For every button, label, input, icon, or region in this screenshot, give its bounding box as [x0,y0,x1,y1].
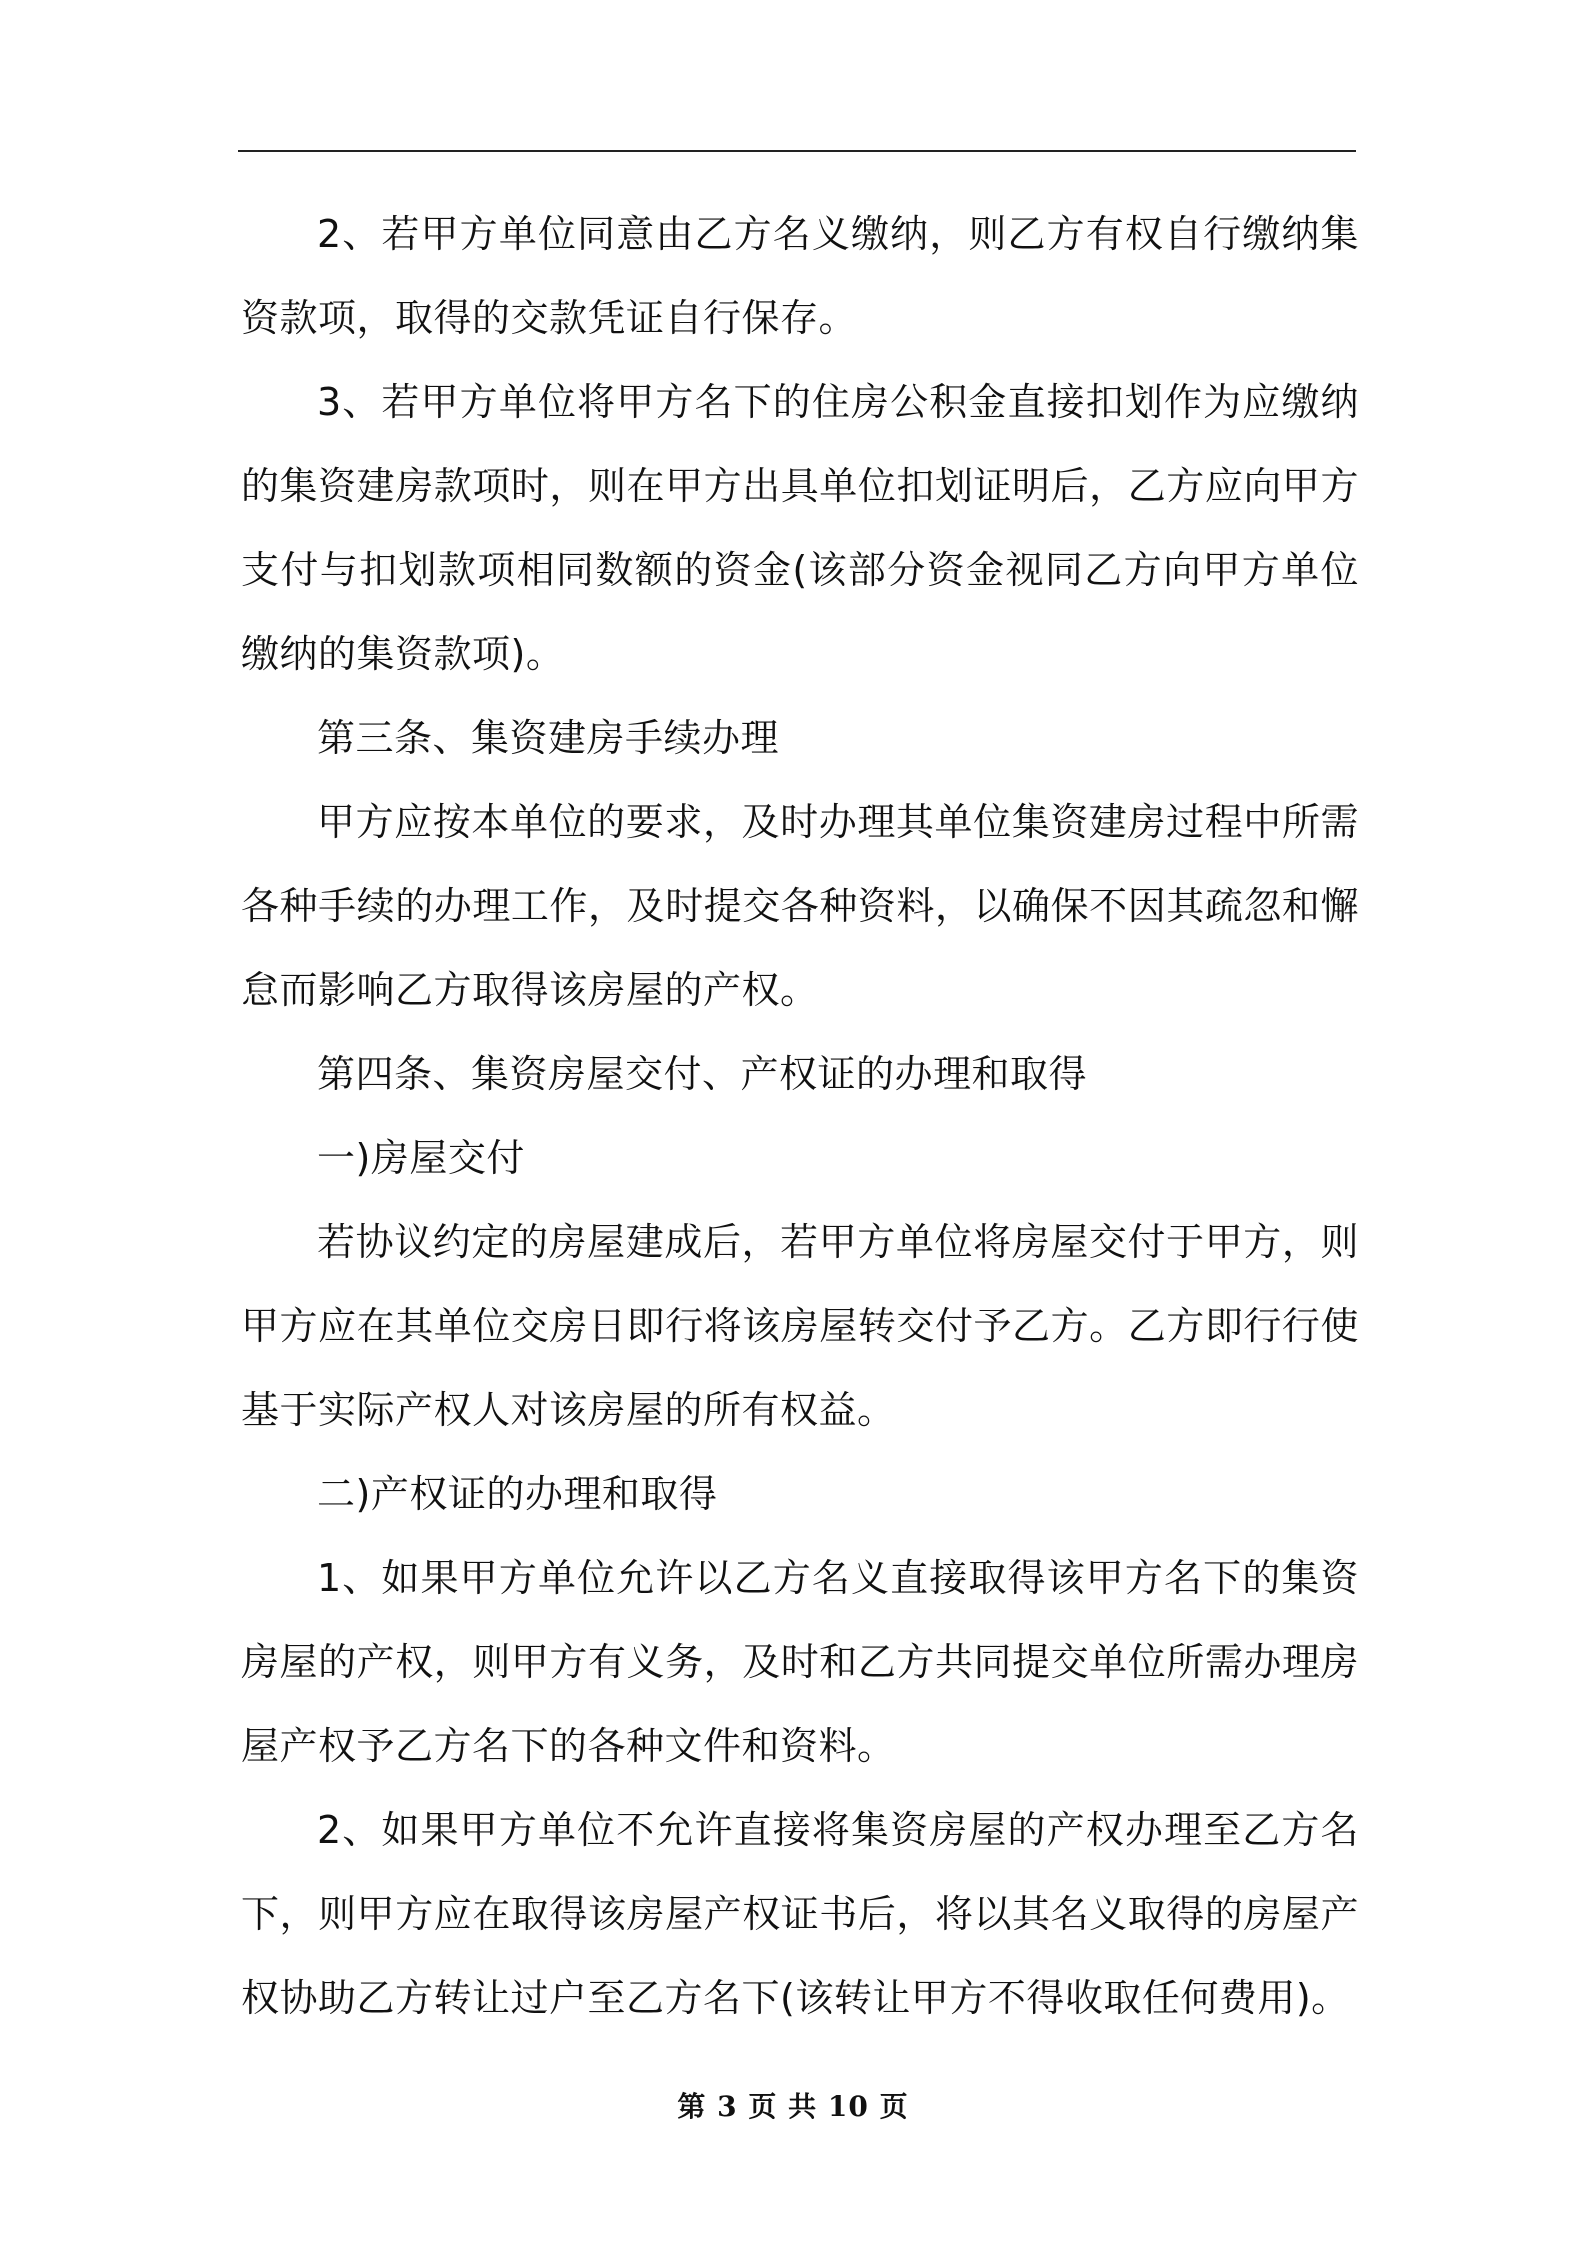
paragraph: 甲方应按本单位的要求，及时办理其单位集资建房过程中所需各种手续的办理工作，及时提交各种资料，以确保不因其疏忽和懈怠而影响乙方取得该房屋的产权。 [241,800,1359,1012]
paragraph: 2、若甲方单位同意由乙方名义缴纳，则乙方有权自行缴纳集资款项，取得的交款凭证自行保存。 [241,212,1359,340]
paragraph: 1、如果甲方单位允许以乙方名义直接取得该甲方名下的集资房屋的产权，则甲方有义务，及时和乙方共同提交单位所需办理房屋产权予乙方名下的各种文件和资料。 [241,1556,1359,1768]
subsection-heading: 二)产权证的办理和取得 [317,1472,718,1516]
subsection-heading: 一)房屋交付 [317,1136,525,1180]
paragraph: 3、若甲方单位将甲方名下的住房公积金直接扣划作为应缴纳的集资建房款项时，则在甲方出具单位扣划证明后，乙方应向甲方支付与扣划款项相同数额的资金(该部分资金视同乙方向甲方单位缴纳的集资款项)。 [241,380,1360,676]
section-heading: 第三条、集资建房手续办理 [317,716,780,760]
document-body [241,192,1359,2040]
paragraph: 2、如果甲方单位不允许直接将集资房屋的产权办理至乙方名下，则甲方应在取得该房屋产权证书后，将以其名义取得的房屋产权协助乙方转让过户至乙方名下(该转让甲方不得收取任何费用)。 [241,1808,1359,2020]
page-number: 第 3 页 共 10 页 [677,2090,909,2123]
header-rule [238,150,1356,152]
paragraph: 若协议约定的房屋建成后，若甲方单位将房屋交付于甲方，则甲方应在其单位交房日即行将该房屋转交付予乙方。乙方即行行使基于实际产权人对该房屋的所有权益。 [241,1220,1359,1432]
section-heading: 第四条、集资房屋交付、产权证的办理和取得 [317,1052,1088,1096]
